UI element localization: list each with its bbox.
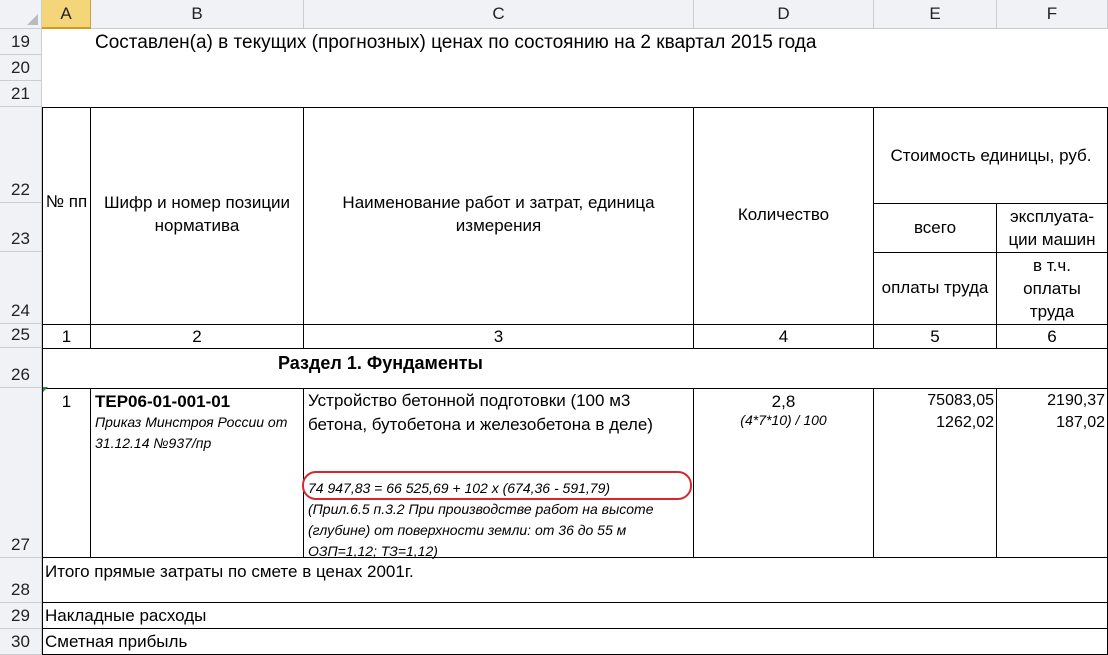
- row-header-22[interactable]: 22: [0, 107, 42, 203]
- header-machines[interactable]: эксплуата-ции машин: [1008, 207, 1096, 249]
- row-header-30[interactable]: 30: [0, 629, 42, 655]
- row-header-21[interactable]: 21: [0, 81, 42, 107]
- colnum-1[interactable]: 1: [61, 327, 72, 346]
- header-machines-labor[interactable]: в т.ч. оплаты труда: [1023, 256, 1081, 321]
- column-header-a[interactable]: A: [42, 0, 91, 29]
- header-unit-cost[interactable]: Стоимость единицы, руб.: [890, 146, 1092, 165]
- column-header-d[interactable]: D: [694, 0, 874, 29]
- item-quantity-formula[interactable]: (4*7*10) / 100: [740, 412, 827, 428]
- colnum-5[interactable]: 5: [930, 327, 940, 346]
- header-total[interactable]: всего: [913, 218, 957, 237]
- header-num[interactable]: № пп: [45, 192, 88, 211]
- header-quantity[interactable]: Количество: [737, 205, 830, 224]
- estimate-title[interactable]: Составлен(а) в текущих (прогнозных) ценах по состоянию на 2 квартал 2015 года: [95, 32, 817, 53]
- colnum-4[interactable]: 4: [778, 327, 789, 346]
- header-labor[interactable]: оплаты труда: [881, 278, 989, 297]
- row-header-25[interactable]: 25: [0, 324, 42, 348]
- column-header-f[interactable]: F: [997, 0, 1108, 29]
- profit-label[interactable]: Сметная прибыль: [45, 632, 188, 651]
- header-code[interactable]: Шифр и номер позиции норматива: [103, 193, 291, 235]
- colnum-3[interactable]: 3: [493, 327, 504, 346]
- item-quantity[interactable]: 2,8: [771, 392, 796, 411]
- column-header-e[interactable]: E: [874, 0, 997, 29]
- item-note[interactable]: (Прил.6.5 п.3.2 При производстве работ на высоте (глубине) от поверхности земли: от 36 до 55 м ОЗП=1,12; ТЗ=1,12): [308, 501, 654, 559]
- column-header-b[interactable]: B: [91, 0, 304, 29]
- column-header-c[interactable]: C: [304, 0, 694, 29]
- colnum-2[interactable]: 2: [192, 327, 202, 346]
- row-header-29[interactable]: 29: [0, 603, 42, 629]
- item-labor[interactable]: 1262,02: [936, 414, 994, 431]
- row-header-24[interactable]: 24: [0, 252, 42, 324]
- direct-costs-label[interactable]: Итого прямые затраты по смете в ценах 2001г.: [45, 562, 414, 581]
- select-all-corner[interactable]: [0, 0, 42, 29]
- row-header-23[interactable]: 23: [0, 203, 42, 252]
- item-num[interactable]: 1: [61, 392, 72, 411]
- header-name[interactable]: Наименование работ и затрат, единица измерения: [342, 193, 655, 235]
- row-header-28[interactable]: 28: [0, 558, 42, 603]
- row-header-27[interactable]: 27: [0, 388, 42, 558]
- row-header-20[interactable]: 20: [0, 55, 42, 81]
- overhead-label[interactable]: Накладные расходы: [45, 606, 207, 625]
- item-code[interactable]: ТЕР06-01-001-01: [95, 392, 231, 411]
- item-formula[interactable]: 74 947,83 = 66 525,69 + 102 x (674,36 - 591,79): [308, 480, 611, 496]
- item-name[interactable]: Устройство бетонной подготовки (100 м3 бетона, бутобетона и железобетона в деле): [308, 391, 653, 434]
- item-machines[interactable]: 2190,37: [1047, 392, 1105, 409]
- section-title[interactable]: Раздел 1. Фундаменты: [278, 353, 483, 373]
- row-header-19[interactable]: 19: [0, 29, 42, 55]
- item-machines-labor[interactable]: 187,02: [1056, 414, 1105, 431]
- colnum-6[interactable]: 6: [1047, 327, 1057, 346]
- item-code-note[interactable]: Приказ Минстроя России от 31.12.14 №937/пр: [95, 414, 288, 451]
- item-total[interactable]: 75083,05: [927, 392, 994, 409]
- row-header-26[interactable]: 26: [0, 348, 42, 388]
